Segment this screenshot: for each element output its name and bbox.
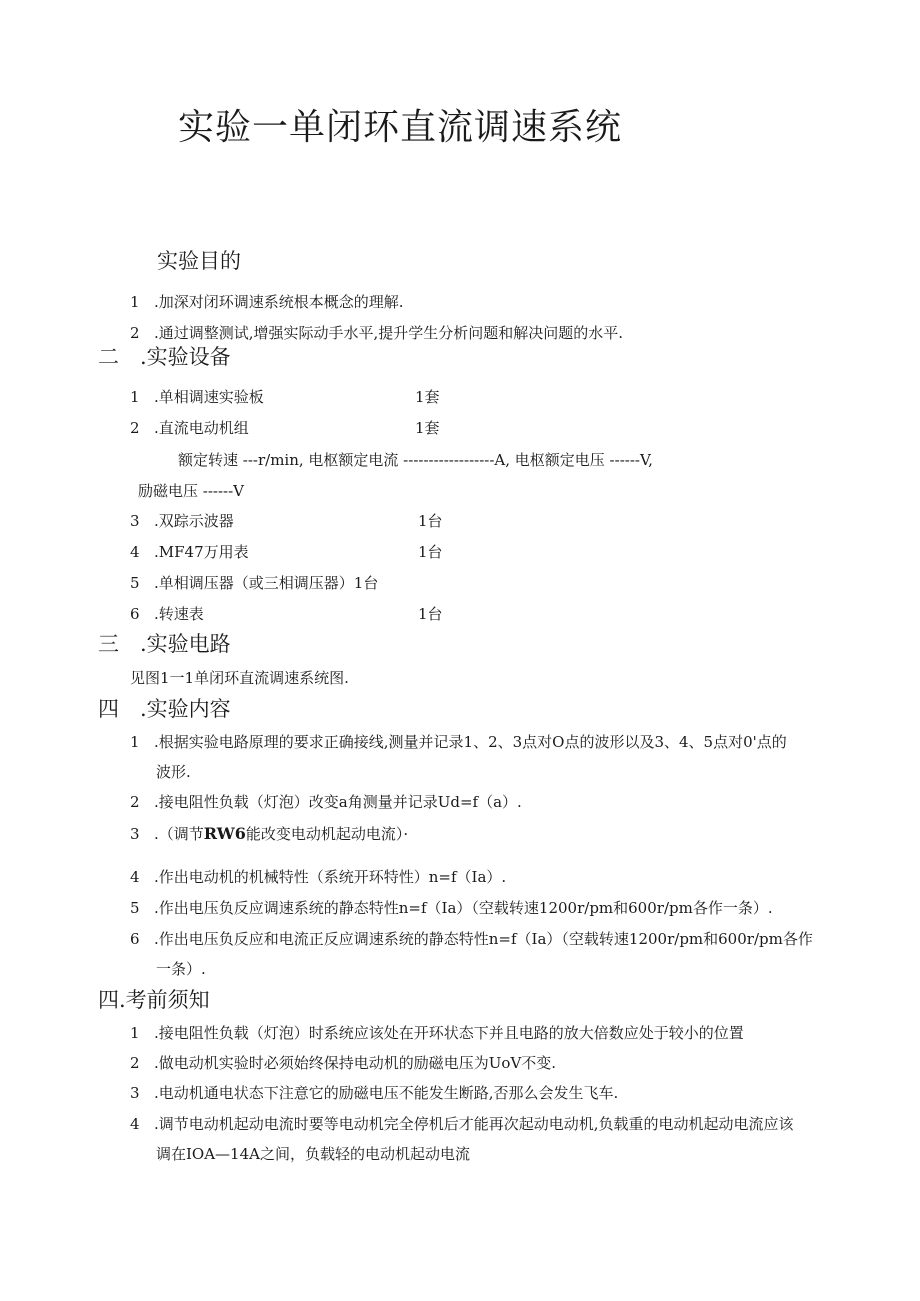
section-heading-content: 四 .实验内容: [98, 697, 231, 721]
section-heading-notes: 四.考前须知: [98, 988, 210, 1012]
quantity: 1台: [418, 512, 443, 530]
excitation-voltage-line: 励磁电压 ------V: [138, 482, 245, 500]
list-item: 4 .MF47万用表: [130, 543, 249, 561]
section-heading-equipment: 二 .实验设备: [98, 345, 231, 369]
list-item: 2 .接电阻性负载（灯泡）改变a角测量并记录Ud=f（a）.: [130, 793, 522, 811]
list-item: 2 .通过调整测试,增强实际动手水平,提升学生分析问题和解决问题的水平.: [130, 324, 624, 342]
quantity: 1套: [415, 419, 440, 437]
list-item: 6 .转速表: [130, 605, 204, 623]
list-item-continuation: 调在IOA—14A之间，负载轻的电动机起动电流: [156, 1145, 470, 1163]
list-item: 3 .电动机通电状态下注意它的励磁电压不能发生断路,否那么会发生飞车.: [130, 1084, 619, 1102]
quantity: 1套: [415, 388, 440, 406]
list-item: 5 .单相调压器（或三相调压器）1台: [130, 574, 379, 592]
quantity: 1台: [418, 605, 443, 623]
list-item: 3 .双踪示波器: [130, 512, 234, 530]
list-item: 1 .接电阻性负载（灯泡）时系统应该处在开环状态下并且电路的放大倍数应处于较小的位置: [130, 1024, 744, 1042]
list-item: 6 .作出电压负反应和电流正反应调速系统的静态特性n=f（Ia）（空载转速1200r/pm和600r/pm各作: [130, 930, 813, 948]
list-item: 3 .（调节RW6能改变电动机起动电流）·: [130, 824, 409, 843]
list-item: 1 .根据实验电路原理的要求正确接线,测量并记录1、2、3点对O点的波形以及3、4、5点对0'点的: [130, 733, 787, 751]
list-item: 4 .调节电动机起动电流时要等电动机完全停机后才能再次起动电动机,负载重的电动机起动电流应该: [130, 1115, 794, 1133]
list-item: 2 .直流电动机组: [130, 419, 249, 437]
list-item: 2 .做电动机实验时必须始终保持电动机的励磁电压为UoV不变.: [130, 1054, 557, 1072]
list-item-continuation: 波形.: [156, 763, 191, 781]
section-heading-circuit: 三 .实验电路: [98, 632, 231, 656]
list-item-continuation: 一条）.: [156, 960, 206, 978]
section-heading-purpose: 实验目的: [157, 249, 241, 273]
list-item: 4 .作出电动机的机械特性（系统开环特性）n=f（Ia）.: [130, 868, 507, 886]
quantity: 1台: [418, 543, 443, 561]
list-item: 5 .作出电压负反应调速系统的静态特性n=f（Ia）（空载转速1200r/pm和600r/pm各作一条）.: [130, 899, 773, 917]
rated-values-line: 额定转速 ---r/min, 电枢额定电流 ------------------A, 电枢额定电压 ------V,: [178, 451, 653, 469]
list-item: 1 .加深对闭环调速系统根本概念的理解.: [130, 293, 404, 311]
circuit-reference: 见图1一1单闭环直流调速系统图.: [130, 669, 349, 687]
list-item: 1 .单相调速实验板: [130, 388, 264, 406]
page-title: 实验一单闭环直流调速系统: [178, 107, 623, 148]
